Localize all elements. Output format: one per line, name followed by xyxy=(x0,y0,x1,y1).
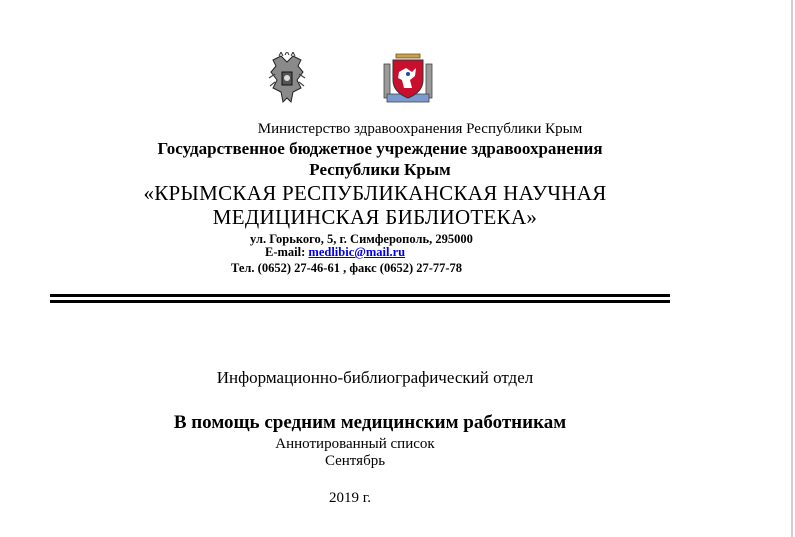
email-link[interactable]: medlibic@mail.ru xyxy=(308,245,406,259)
russia-coat-of-arms-icon xyxy=(267,52,307,106)
department-name: Информационно-библиографический отдел xyxy=(216,368,534,387)
document-type: Аннотированный список xyxy=(275,436,435,452)
postal-address: ул. Горького, 5, г. Симферополь, 295000 xyxy=(250,232,473,246)
phone-fax-line: Тел. (0652) 27-46-61 , факс (0652) 27-77-78 xyxy=(231,261,463,275)
document-year: 2019 г. xyxy=(329,490,371,506)
email-line xyxy=(265,245,525,260)
document-title: В помощь средним медицинским работникам xyxy=(173,412,567,433)
organization-name: Государственное бюджетное учреждение здравоохранения xyxy=(157,139,603,158)
organization-name-region: Республики Крым xyxy=(309,160,451,179)
library-name: «КРЫМСКАЯ РЕСПУБЛИКАНСКАЯ НАУЧНАЯ xyxy=(143,181,607,205)
ministry-name: Министерство здравоохранения Республики Крым xyxy=(257,121,583,137)
page-edge xyxy=(791,0,793,537)
library-name-continued: МЕДИЦИНСКАЯ БИБЛИОТЕКА» xyxy=(212,205,538,229)
header-divider-bottom xyxy=(50,300,670,303)
email-label: E-mail: xyxy=(265,245,309,259)
document-month: Сентябрь xyxy=(324,453,386,469)
crimea-coat-of-arms-icon xyxy=(382,50,434,104)
header-divider-top xyxy=(50,294,670,297)
